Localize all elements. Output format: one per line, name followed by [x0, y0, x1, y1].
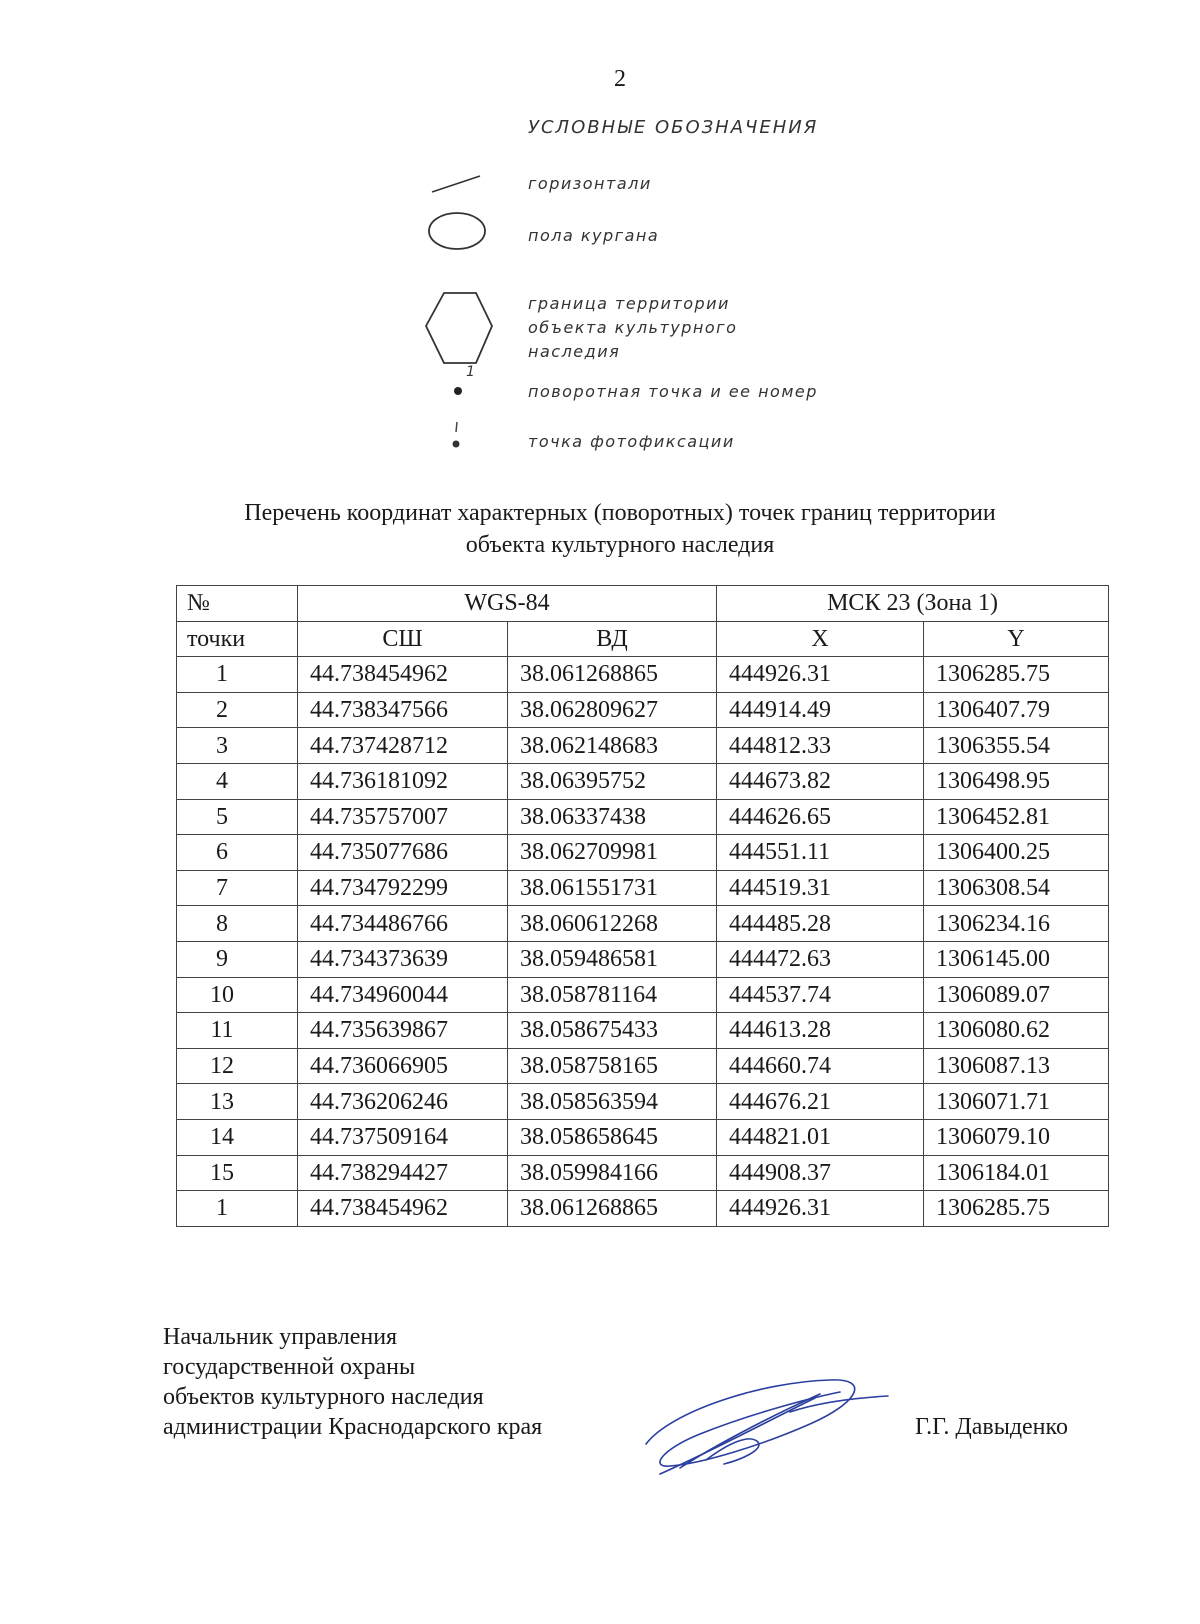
legend-point-number: 1	[466, 364, 475, 380]
cell-longitude: 38.062148683	[508, 728, 717, 764]
header-longitude: ВД	[508, 621, 717, 657]
cell-point-no: 13	[177, 1084, 298, 1120]
cell-point-no: 2	[177, 692, 298, 728]
cell-x: 444485.28	[717, 906, 924, 942]
page-number: 2	[614, 66, 626, 92]
cell-x: 444626.65	[717, 799, 924, 835]
cell-point-no: 6	[177, 835, 298, 871]
cell-y: 1306285.75	[924, 1191, 1109, 1227]
cell-latitude: 44.737428712	[298, 728, 508, 764]
table-row	[177, 835, 1109, 871]
cell-latitude: 44.736181092	[298, 763, 508, 799]
cell-latitude: 44.734486766	[298, 906, 508, 942]
table-row	[177, 1191, 1109, 1227]
cell-x: 444537.74	[717, 977, 924, 1013]
cell-x: 444821.01	[717, 1119, 924, 1155]
cell-y: 1306234.16	[924, 906, 1109, 942]
table-row	[177, 941, 1109, 977]
cell-latitude: 44.734373639	[298, 941, 508, 977]
signatory-title	[163, 1322, 542, 1442]
cell-longitude: 38.062809627	[508, 692, 717, 728]
cell-x: 444660.74	[717, 1048, 924, 1084]
header-point-no: №	[177, 586, 298, 622]
table-row	[177, 763, 1109, 799]
contour-line-icon	[430, 172, 482, 196]
cell-y: 1306184.01	[924, 1155, 1109, 1191]
cell-x: 444926.31	[717, 657, 924, 693]
caption-line: Перечень координат характерных (поворотных) точек границ территории	[244, 500, 996, 526]
header-point-label: точки	[177, 621, 298, 657]
legend-label-mound-floor: пола кургана	[528, 226, 660, 245]
cell-x: 444519.31	[717, 870, 924, 906]
cell-longitude: 38.061268865	[508, 1191, 717, 1227]
table-row	[177, 977, 1109, 1013]
table-row	[177, 1048, 1109, 1084]
cell-latitude: 44.735639867	[298, 1013, 508, 1049]
table-row	[177, 1119, 1109, 1155]
cell-y: 1306400.25	[924, 835, 1109, 871]
cell-y: 1306079.10	[924, 1119, 1109, 1155]
cell-longitude: 38.058563594	[508, 1084, 717, 1120]
legend-label-boundary-line: объекта культурного	[528, 318, 738, 337]
cell-longitude: 38.060612268	[508, 906, 717, 942]
table-header-row	[177, 586, 1109, 622]
cell-latitude: 44.736206246	[298, 1084, 508, 1120]
cell-longitude: 38.061268865	[508, 657, 717, 693]
table-row	[177, 728, 1109, 764]
cell-latitude: 44.736066905	[298, 1048, 508, 1084]
signatory-title-line: объектов культурного наследия	[163, 1384, 484, 1410]
legend-label-photo-point: точка фотофиксации	[528, 432, 735, 451]
header-msk23: МСК 23 (Зона 1)	[717, 586, 1109, 622]
coordinates-table	[176, 585, 1109, 1227]
table-row	[177, 657, 1109, 693]
cell-y: 1306089.07	[924, 977, 1109, 1013]
cell-x: 444812.33	[717, 728, 924, 764]
cell-y: 1306285.75	[924, 657, 1109, 693]
cell-point-no: 1	[177, 657, 298, 693]
signatory-name: Г.Г. Давыденко	[915, 1414, 1068, 1440]
cell-y: 1306071.71	[924, 1084, 1109, 1120]
cell-latitude: 44.738294427	[298, 1155, 508, 1191]
cell-latitude: 44.738347566	[298, 692, 508, 728]
cell-y: 1306498.95	[924, 763, 1109, 799]
cell-longitude: 38.06337438	[508, 799, 717, 835]
signatory-title-line: администрации Краснодарского края	[163, 1414, 543, 1440]
cell-y: 1306355.54	[924, 728, 1109, 764]
header-wgs84: WGS-84	[298, 586, 717, 622]
cell-longitude: 38.061551731	[508, 870, 717, 906]
cell-latitude: 44.738454962	[298, 657, 508, 693]
cell-point-no: 3	[177, 728, 298, 764]
cell-y: 1306452.81	[924, 799, 1109, 835]
cell-longitude: 38.06395752	[508, 763, 717, 799]
cell-point-no: 9	[177, 941, 298, 977]
signatory-title-line: Начальник управления	[163, 1324, 398, 1350]
cell-y: 1306080.62	[924, 1013, 1109, 1049]
cell-y: 1306087.13	[924, 1048, 1109, 1084]
handwritten-signature	[640, 1372, 890, 1482]
table-row	[177, 870, 1109, 906]
ellipse-icon	[426, 210, 488, 252]
caption-line: объекта культурного наследия	[465, 532, 775, 558]
cell-point-no: 14	[177, 1119, 298, 1155]
cell-point-no: 10	[177, 977, 298, 1013]
table-row	[177, 799, 1109, 835]
table-header-row	[177, 621, 1109, 657]
signatory-title-line: государственной охраны	[163, 1354, 416, 1380]
table-row	[177, 1084, 1109, 1120]
cell-latitude: 44.738454962	[298, 1191, 508, 1227]
cell-longitude: 38.059486581	[508, 941, 717, 977]
cell-point-no: 11	[177, 1013, 298, 1049]
cell-x: 444613.28	[717, 1013, 924, 1049]
cell-y: 1306145.00	[924, 941, 1109, 977]
cell-point-no: 5	[177, 799, 298, 835]
cell-point-no: 12	[177, 1048, 298, 1084]
table-row	[177, 692, 1109, 728]
cell-latitude: 44.737509164	[298, 1119, 508, 1155]
legend-title: УСЛОВНЫЕ ОБОЗНАЧЕНИЯ	[528, 117, 819, 138]
cell-x: 444472.63	[717, 941, 924, 977]
cell-x: 444673.82	[717, 763, 924, 799]
cell-x: 444914.49	[717, 692, 924, 728]
legend-label-boundary-line: граница территории	[528, 294, 730, 313]
cell-point-no: 7	[177, 870, 298, 906]
cell-point-no: 1	[177, 1191, 298, 1227]
header-latitude: СШ	[298, 621, 508, 657]
cell-latitude: 44.735757007	[298, 799, 508, 835]
legend-label-boundary-line: наследия	[528, 342, 621, 361]
cell-x: 444908.37	[717, 1155, 924, 1191]
cell-point-no: 15	[177, 1155, 298, 1191]
cell-x: 444926.31	[717, 1191, 924, 1227]
cell-point-no: 8	[177, 906, 298, 942]
cell-latitude: 44.734960044	[298, 977, 508, 1013]
cell-longitude: 38.058658645	[508, 1119, 717, 1155]
photo-point-icon	[450, 420, 464, 450]
header-x: X	[717, 621, 924, 657]
table-row	[177, 1155, 1109, 1191]
cell-latitude: 44.734792299	[298, 870, 508, 906]
table-row	[177, 906, 1109, 942]
dot-icon	[452, 385, 464, 397]
cell-point-no: 4	[177, 763, 298, 799]
cell-x: 444676.21	[717, 1084, 924, 1120]
hexagon-icon	[422, 290, 494, 368]
cell-x: 444551.11	[717, 835, 924, 871]
header-y: Y	[924, 621, 1109, 657]
legend-label-turning-point: поворотная точка и ее номер	[528, 382, 818, 401]
cell-longitude: 38.058758165	[508, 1048, 717, 1084]
cell-latitude: 44.735077686	[298, 835, 508, 871]
cell-longitude: 38.059984166	[508, 1155, 717, 1191]
cell-longitude: 38.058781164	[508, 977, 717, 1013]
table-caption	[0, 497, 1200, 561]
cell-longitude: 38.062709981	[508, 835, 717, 871]
legend-label-boundary	[528, 292, 737, 364]
legend-label-contours: горизонтали	[528, 174, 652, 193]
cell-y: 1306407.79	[924, 692, 1109, 728]
table-row	[177, 1013, 1109, 1049]
cell-y: 1306308.54	[924, 870, 1109, 906]
cell-longitude: 38.058675433	[508, 1013, 717, 1049]
